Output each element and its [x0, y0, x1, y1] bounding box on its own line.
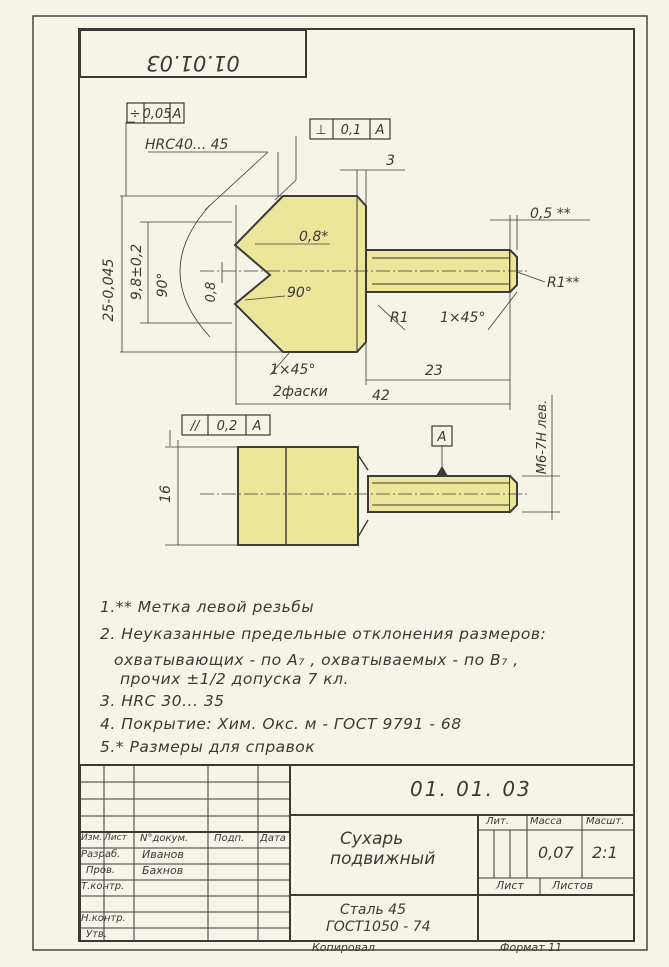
dim-08: 0,8	[204, 281, 219, 303]
r1-star: R1**	[547, 275, 580, 291]
tolerance-perpendicular	[310, 119, 390, 139]
row-utv: Утв.	[86, 929, 107, 940]
title-number: 01. 01. 03	[410, 777, 532, 801]
dim-05: 0,5 **	[530, 206, 571, 222]
sheet-label: Лист	[496, 879, 524, 892]
material-2: ГОСТ1050 - 74	[326, 919, 431, 935]
part-name-1: Сухарь	[340, 829, 404, 849]
svg-text:⊥: ⊥	[315, 123, 327, 138]
chamfer-body: 1×45°	[270, 362, 316, 378]
sheets-label: Листов	[552, 879, 594, 892]
top-view	[120, 122, 590, 410]
stamp-number: 01.01.03	[146, 51, 240, 75]
chamfer-shank: 1×45°	[440, 310, 486, 326]
row-razrab: Разраб.	[81, 849, 121, 860]
massa-value: 0,07	[538, 843, 574, 862]
dim-98: 9,8±0,2	[129, 243, 145, 301]
note-3: 3. HRC 30... 35	[100, 692, 225, 710]
svg-text:A: A	[172, 107, 182, 122]
col-sign: Подп.	[214, 833, 245, 844]
svg-text:0,2: 0,2	[216, 419, 238, 434]
angle-90-left: 90°	[155, 272, 171, 298]
r1: R1	[390, 310, 409, 326]
row-prov: Пров.	[86, 865, 116, 876]
dim-08-ref: 0,8*	[299, 229, 329, 245]
massa-label: Масса	[530, 816, 562, 827]
dim-42: 42	[372, 388, 390, 404]
format-label: Формат 11	[500, 941, 563, 954]
svg-text:A: A	[375, 123, 385, 138]
note-5: 5.* Размеры для справок	[100, 738, 316, 756]
lit-label: Лит.	[486, 816, 510, 827]
datum-label: A	[437, 430, 447, 445]
part-name-2: подвижный	[330, 849, 436, 869]
copied-label: Копировал	[312, 941, 375, 954]
prov-name: Бахнов	[142, 864, 184, 877]
row-tkontr: Т.контр.	[81, 881, 125, 892]
tolerance-symmetry	[127, 103, 184, 123]
angle-90: 90°	[287, 285, 312, 301]
body-front	[238, 447, 358, 545]
col-izm: Изм.	[81, 833, 103, 843]
col-date: Дата	[260, 833, 286, 844]
dim-3: 3	[386, 153, 395, 169]
note-2-line2: охватывающих - по A₇ , охватываемых - по B₇ ,	[114, 651, 519, 669]
thread-label: М6-7H лев.	[535, 399, 550, 475]
body-top	[235, 196, 372, 352]
material-1: Сталь 45	[340, 902, 406, 918]
dim-25: 25-0,045	[101, 258, 117, 322]
note-4: 4. Покрытие: Хим. Окс. м - ГОСТ 9791 - 68	[100, 715, 462, 733]
two-chamfers: 2фаски	[273, 384, 328, 400]
note-1: 1.** Метка левой резьбы	[100, 598, 315, 616]
razrab-name: Иванов	[142, 848, 184, 861]
front-view	[165, 395, 560, 545]
note-2-line3: прочих ±1/2 допуска 7 кл.	[120, 670, 349, 688]
dim-16: 16	[158, 485, 174, 503]
hardness-label: HRC40... 45	[145, 137, 229, 153]
svg-text:A: A	[252, 419, 262, 434]
note-2: 2. Неуказанные предельные отклонения размеров:	[100, 625, 547, 643]
col-docnum: N°докум.	[140, 833, 189, 844]
row-nkontr: Н.контр.	[81, 913, 126, 924]
col-list: Лист	[104, 833, 127, 843]
svg-text:0,05: 0,05	[142, 107, 172, 122]
svg-text:0,1: 0,1	[340, 123, 362, 138]
scale-value: 2:1	[592, 843, 618, 862]
scale-label: Масшт.	[586, 816, 625, 827]
svg-text:÷: ÷	[129, 107, 141, 122]
svg-text://: //	[190, 419, 200, 434]
dim-23: 23	[425, 363, 443, 379]
tolerance-parallel	[182, 415, 270, 435]
